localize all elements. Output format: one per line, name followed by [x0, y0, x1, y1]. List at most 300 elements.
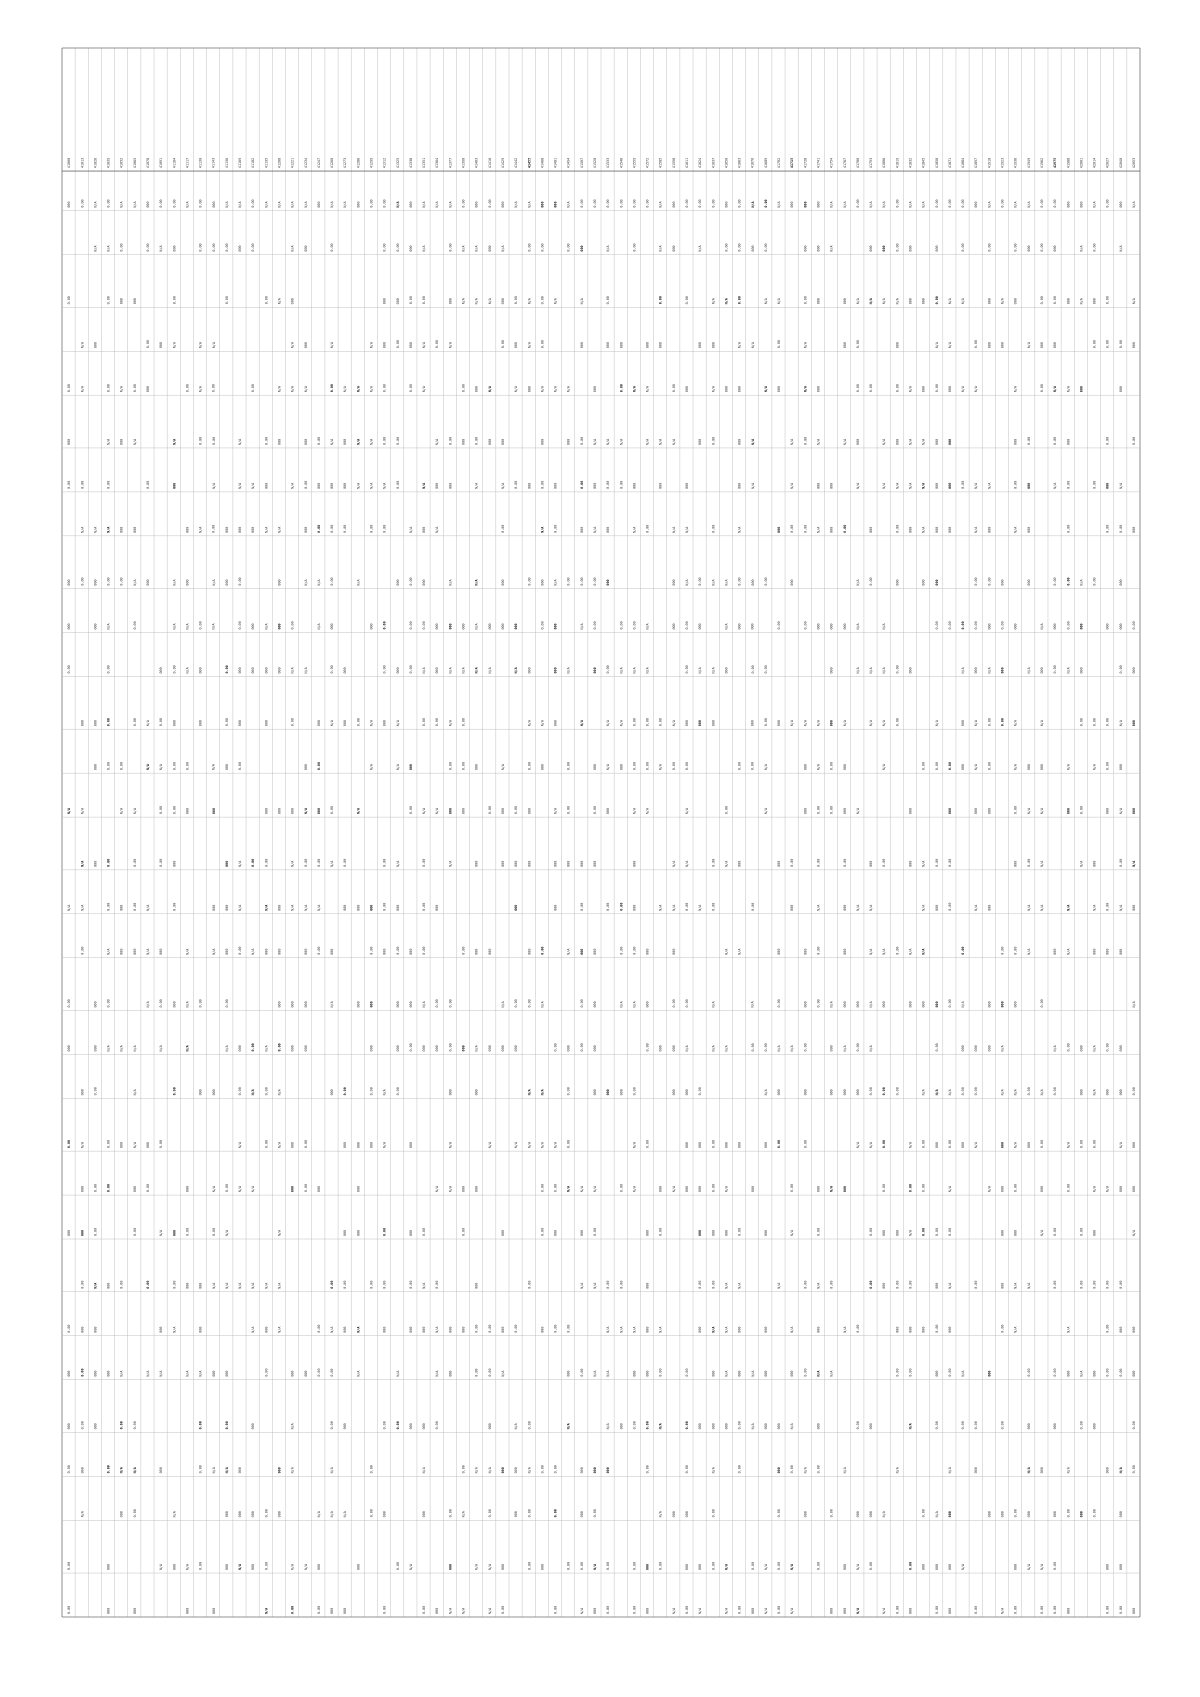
table-cell: N/A	[461, 298, 466, 305]
table-cell: 000	[132, 1185, 137, 1193]
table-cell: N/A	[934, 342, 939, 349]
table-cell: 0.00	[855, 384, 860, 393]
table-cell: N/A	[1039, 904, 1044, 911]
table-cell: N/A	[790, 1563, 795, 1571]
table-cell: N/A	[658, 201, 663, 208]
table-cell: 000	[435, 1607, 440, 1614]
table-cell: N/A	[829, 1185, 834, 1193]
table-cell: N/A	[119, 1045, 124, 1052]
table-cell: N/A	[816, 764, 821, 771]
table-cell: 0.00	[606, 902, 611, 911]
table-cell: N/A	[251, 1282, 256, 1289]
table-cell: 0.00	[961, 946, 966, 955]
row-label-cell: 41624	[698, 157, 703, 169]
table-cell: N/A	[1132, 1229, 1137, 1237]
table-cell: N/A	[264, 1282, 269, 1289]
table-cell: 000	[356, 904, 361, 911]
table-cell: 0.00	[316, 1605, 321, 1614]
table-cell: 0.00	[330, 384, 335, 393]
table-cell: 0.00	[527, 1280, 532, 1289]
table-cell: N/A	[947, 1282, 952, 1289]
table-cell: 000	[343, 1326, 348, 1333]
table-cell: 000	[934, 438, 939, 445]
table-cell: N/A	[685, 860, 690, 867]
table-cell: 0.00	[658, 1561, 663, 1571]
table-cell: 000	[422, 579, 427, 586]
table-cell: 000	[790, 904, 795, 911]
table-cell: N/A	[185, 948, 190, 955]
table-cell: N/A	[146, 1370, 151, 1377]
table-cell: N/A	[435, 438, 440, 445]
table-cell: 000	[435, 904, 440, 911]
table-cell: N/A	[698, 1607, 703, 1614]
table-cell: N/A	[750, 1001, 755, 1008]
table-cell: N/A	[67, 904, 72, 911]
table-cell: N/A	[422, 482, 427, 489]
table-cell: 000	[93, 623, 98, 630]
row-label-cell: 42027	[1105, 157, 1110, 169]
table-cell: N/A	[224, 1467, 229, 1474]
table-cell: N/A	[737, 526, 742, 533]
table-cell: 0.00	[895, 718, 900, 727]
table-cell: 0.00	[303, 1183, 308, 1193]
table-cell: 000	[908, 667, 913, 674]
table-cell: 000	[790, 1370, 795, 1377]
table-cell: N/A	[448, 720, 453, 727]
table-cell: 000	[987, 1001, 992, 1008]
table-cell: N/A	[632, 1001, 637, 1008]
table-cell: N/A	[1000, 1089, 1005, 1096]
table-cell: 000	[1066, 1370, 1071, 1377]
table-cell: 000	[1066, 201, 1071, 208]
table-cell: 0.00	[1118, 1280, 1123, 1289]
table-cell: N/A	[882, 298, 887, 305]
table-cell: 000	[606, 342, 611, 349]
table-cell: 0.00	[1013, 1509, 1018, 1518]
table-cell: N/A	[724, 298, 729, 305]
table-cell: N/A	[264, 623, 269, 630]
table-cell: 000	[540, 438, 545, 445]
row-label-cell: 41143	[211, 157, 216, 169]
table-cell: 0.00	[921, 761, 926, 771]
table-cell: N/A	[1026, 807, 1031, 815]
table-cell: 000	[316, 1185, 321, 1193]
table-cell: 000	[908, 1326, 913, 1333]
table-cell: N/A	[790, 1229, 795, 1237]
table-cell: 000	[1013, 623, 1018, 630]
table-cell: 0.00	[395, 1421, 400, 1430]
table-cell: N/A	[119, 807, 124, 815]
table-cell: N/A	[1039, 720, 1044, 727]
table-cell: 0.00	[895, 1368, 900, 1377]
table-cell: 000	[1105, 1563, 1110, 1571]
table-cell: 0.00	[829, 1280, 834, 1289]
table-cell: N/A	[1013, 764, 1018, 771]
table-cell: 000	[606, 579, 611, 586]
table-cell: 0.00	[737, 761, 742, 771]
table-cell: 000	[855, 1089, 860, 1096]
table-cell: N/A	[671, 1607, 676, 1614]
table-cell: 0.00	[934, 384, 939, 393]
table-cell: N/A	[908, 1229, 913, 1237]
table-cell: 0.00	[264, 1139, 269, 1149]
table-cell: 000	[711, 720, 716, 727]
table-cell: 0.00	[395, 946, 400, 955]
table-cell: 000	[645, 1282, 650, 1289]
table-cell: 000	[514, 1045, 519, 1052]
table-cell: 0.00	[1013, 480, 1018, 489]
table-cell: N/A	[869, 667, 874, 674]
table-cell: N/A	[540, 720, 545, 727]
table-cell: N/A	[330, 201, 335, 208]
table-cell: N/A	[238, 1282, 243, 1289]
table-cell: 0.00	[343, 858, 348, 867]
table-cell: 0.00	[895, 524, 900, 533]
table-cell: N/A	[829, 1001, 834, 1008]
table-cell: N/A	[658, 1511, 663, 1518]
table-cell: N/A	[803, 720, 808, 727]
table-cell: N/A	[724, 1282, 729, 1289]
table-cell: N/A	[763, 298, 768, 305]
table-cell: N/A	[816, 904, 821, 911]
table-cell: 0.00	[947, 621, 952, 630]
table-cell: N/A	[435, 1185, 440, 1193]
table-cell: 0.00	[382, 1227, 387, 1237]
table-cell: N/A	[790, 1045, 795, 1052]
table-cell: 0.00	[382, 524, 387, 533]
table-cell: N/A	[1092, 904, 1097, 911]
table-cell: 0.00	[382, 1605, 387, 1614]
table-cell: N/A	[422, 1282, 427, 1289]
table-cell: 000	[737, 482, 742, 489]
table-cell: 000	[290, 807, 295, 815]
table-cell: N/A	[474, 579, 479, 586]
table-cell: 000	[408, 764, 413, 771]
table-cell: 0.00	[934, 1324, 939, 1333]
table-cell: N/A	[500, 482, 505, 489]
table-cell: 0.00	[172, 805, 177, 815]
table-cell: 0.00	[132, 621, 137, 630]
table-cell: N/A	[961, 1370, 966, 1377]
table-cell: 000	[1132, 1185, 1137, 1193]
table-cell: 0.00	[645, 199, 650, 208]
table-cell: 000	[316, 1563, 321, 1571]
table-cell: 000	[356, 1185, 361, 1193]
table-cell: N/A	[159, 245, 164, 252]
table-cell: 0.00	[974, 340, 979, 349]
table-cell: N/A	[619, 1326, 624, 1333]
table-cell: N/A	[711, 1467, 716, 1474]
table-cell: 0.00	[803, 1139, 808, 1149]
table-cell: 000	[527, 386, 532, 393]
table-cell: 000	[395, 298, 400, 305]
table-cell: 000	[1000, 667, 1005, 674]
table-cell: N/A	[251, 1185, 256, 1193]
table-cell: 000	[1092, 1423, 1097, 1430]
table-cell: N/A	[474, 1563, 479, 1571]
table-cell: 000	[1066, 1607, 1071, 1614]
table-cell: N/A	[921, 860, 926, 867]
table-cell: N/A	[1013, 526, 1018, 533]
table-cell: N/A	[264, 526, 269, 533]
table-cell: N/A	[961, 1001, 966, 1008]
table-cell: N/A	[908, 1423, 913, 1430]
table-cell: 000	[422, 1326, 427, 1333]
table-cell: 0.00	[763, 718, 768, 727]
table-cell: N/A	[211, 948, 216, 955]
table-cell: 000	[1079, 1089, 1084, 1096]
table-cell: 000	[224, 904, 229, 911]
table-cell: 0.00	[934, 858, 939, 867]
table-cell: 0.00	[974, 1605, 979, 1614]
table-cell: N/A	[724, 948, 729, 955]
table-cell: 000	[369, 904, 374, 911]
table-cell: 000	[593, 860, 598, 867]
table-cell: 0.00	[106, 665, 111, 674]
table-cell: 0.00	[1092, 1139, 1097, 1149]
table-cell: N/A	[461, 1511, 466, 1518]
table-cell: N/A	[238, 438, 243, 445]
table-cell: 0.00	[461, 199, 466, 208]
table-cell: 0.00	[869, 1087, 874, 1096]
table-cell: N/A	[132, 1045, 137, 1052]
table-cell: 000	[934, 1001, 939, 1008]
table-cell: N/A	[1039, 1229, 1044, 1237]
table-cell: N/A	[146, 1001, 151, 1008]
table-cell: 000	[987, 342, 992, 349]
table-cell: 000	[343, 1229, 348, 1237]
table-cell: N/A	[1079, 1370, 1084, 1377]
table-cell: 0.00	[474, 436, 479, 445]
table-cell: 000	[146, 579, 151, 586]
table-cell: N/A	[316, 579, 321, 586]
table-cell: 0.00	[1066, 524, 1071, 533]
table-cell: 0.00	[790, 1465, 795, 1474]
table-cell: 0.00	[632, 199, 637, 208]
table-cell: N/A	[527, 1467, 532, 1474]
table-cell: 0.00	[1013, 1605, 1018, 1614]
table-cell: 000	[343, 1142, 348, 1149]
table-cell: N/A	[422, 667, 427, 674]
table-cell: 0.00	[934, 1605, 939, 1614]
table-cell: 000	[1132, 1370, 1137, 1377]
table-cell: 0.00	[408, 1280, 413, 1289]
table-cell: N/A	[330, 438, 335, 445]
table-cell: 0.00	[921, 1227, 926, 1237]
table-cell: 000	[619, 764, 624, 771]
table-cell: 0.00	[685, 199, 690, 208]
table-cell: 0.00	[698, 577, 703, 586]
table-cell: 000	[671, 1089, 676, 1096]
table-cell: 0.00	[869, 577, 874, 586]
table-cell: N/A	[816, 1282, 821, 1289]
table-cell: 000	[382, 1326, 387, 1333]
table-cell: N/A	[1092, 1185, 1097, 1193]
table-cell: 000	[132, 526, 137, 533]
table-cell: N/A	[790, 1607, 795, 1614]
table-cell: 0.00	[132, 1227, 137, 1237]
table-cell: 0.00	[1079, 1421, 1084, 1430]
table-cell: 000	[671, 948, 676, 955]
row-label-cell: 41013	[80, 157, 85, 169]
table-cell: 0.00	[961, 480, 966, 489]
table-cell: N/A	[790, 720, 795, 727]
table-cell: 0.00	[829, 1509, 834, 1518]
table-cell: 000	[566, 1370, 571, 1377]
table-cell: 000	[198, 667, 203, 674]
table-cell: 0.00	[1066, 577, 1071, 586]
table-cell: N/A	[763, 807, 768, 815]
table-cell: N/A	[303, 667, 308, 674]
table-cell: N/A	[527, 1089, 532, 1096]
table-cell: 0.00	[842, 524, 847, 533]
table-cell: 0.00	[763, 1043, 768, 1052]
table-cell: N/A	[303, 807, 308, 815]
table-cell: 0.00	[842, 858, 847, 867]
table-cell: 0.00	[277, 1043, 282, 1052]
table-cell: 000	[947, 1326, 952, 1333]
table-cell: N/A	[1066, 1142, 1071, 1149]
table-cell: N/A	[1000, 1607, 1005, 1614]
table-cell: 0.00	[1105, 436, 1110, 445]
table-cell: N/A	[921, 201, 926, 208]
table-cell: 000	[500, 1563, 505, 1571]
table-cell: 000	[934, 904, 939, 911]
table-cell: 0.00	[961, 243, 966, 252]
table-cell: 000	[1118, 386, 1123, 393]
table-cell: 0.00	[1105, 296, 1110, 305]
table-cell: N/A	[632, 1185, 637, 1193]
table-cell: 0.00	[1105, 1368, 1110, 1377]
table-cell: N/A	[514, 667, 519, 674]
table-cell: 000	[803, 948, 808, 955]
table-cell: N/A	[1066, 1326, 1071, 1333]
table-cell: N/A	[159, 764, 164, 771]
table-cell: 0.00	[579, 1368, 584, 1377]
table-cell: 000	[842, 623, 847, 630]
table-cell: N/A	[330, 860, 335, 867]
table-cell: 0.00	[422, 1605, 427, 1614]
table-cell: 0.00	[658, 718, 663, 727]
table-cell: 000	[224, 526, 229, 533]
table-cell: 0.00	[514, 805, 519, 815]
table-cell: 000	[1000, 342, 1005, 349]
table-cell: 000	[908, 860, 913, 867]
table-cell: 0.00	[987, 718, 992, 727]
row-label-cell: 41156	[224, 157, 229, 169]
table-cell: 0.00	[172, 902, 177, 911]
table-cell: N/A	[487, 298, 492, 305]
table-cell: N/A	[80, 1511, 85, 1518]
table-cell: 000	[895, 1326, 900, 1333]
row-label-cell: 41832	[908, 157, 913, 169]
table-cell: 0.00	[632, 621, 637, 630]
table-cell: 000	[422, 1045, 427, 1052]
table-cell: N/A	[395, 1370, 400, 1377]
table-cell: N/A	[422, 201, 427, 208]
table-cell: 0.00	[1013, 243, 1018, 252]
table-cell: 0.00	[487, 1324, 492, 1333]
table-cell: N/A	[159, 1229, 164, 1237]
table-cell: 0.00	[685, 621, 690, 630]
table-cell: N/A	[303, 1563, 308, 1571]
table-cell: 000	[606, 807, 611, 815]
table-cell: 0.00	[211, 243, 216, 252]
table-cell: 0.00	[934, 1421, 939, 1430]
table-cell: N/A	[369, 386, 374, 393]
table-cell: 000	[93, 1001, 98, 1008]
table-cell: 000	[606, 1089, 611, 1096]
table-cell: 000	[67, 1045, 72, 1052]
table-cell: 000	[422, 1423, 427, 1430]
table-cell: N/A	[974, 720, 979, 727]
table-cell: N/A	[895, 482, 900, 489]
table-cell: N/A	[290, 201, 295, 208]
table-cell: 0.00	[763, 243, 768, 252]
table-cell: N/A	[842, 438, 847, 445]
table-cell: 0.00	[330, 1280, 335, 1289]
table-cell: 000	[369, 623, 374, 630]
table-cell: N/A	[408, 1563, 413, 1571]
table-cell: 000	[487, 623, 492, 630]
table-cell: 000	[264, 807, 269, 815]
table-cell: 000	[803, 1089, 808, 1096]
table-cell: 000	[408, 342, 413, 349]
table-cell: N/A	[1039, 860, 1044, 867]
table-cell: 0.00	[974, 1421, 979, 1430]
table-cell: 000	[277, 807, 282, 815]
table-cell: N/A	[632, 1142, 637, 1149]
table-cell: N/A	[1118, 904, 1123, 911]
table-cell: 000	[448, 298, 453, 305]
table-cell: N/A	[185, 1045, 190, 1052]
table-cell: N/A	[685, 579, 690, 586]
table-cell: 000	[185, 526, 190, 533]
table-cell: 000	[711, 342, 716, 349]
table-cell: N/A	[698, 904, 703, 911]
table-cell: 000	[974, 807, 979, 815]
table-cell: 0.00	[816, 805, 821, 815]
table-cell: 000	[816, 298, 821, 305]
row-label-cell: 41078	[146, 157, 151, 169]
table-cell: N/A	[829, 201, 834, 208]
table-cell: 0.00	[1000, 1324, 1005, 1333]
table-cell: 000	[461, 1326, 466, 1333]
table-cell: N/A	[211, 1185, 216, 1193]
table-cell: 000	[500, 860, 505, 867]
table-cell: 0.00	[606, 1605, 611, 1614]
table-cell: 0.00	[685, 1368, 690, 1377]
row-label-cell: 41494	[566, 157, 571, 169]
table-cell: 0.00	[316, 946, 321, 955]
table-cell: 0.00	[395, 1561, 400, 1571]
table-cell: 0.00	[593, 621, 598, 630]
table-cell: 000	[1132, 1142, 1137, 1149]
table-cell: 0.00	[947, 199, 952, 208]
table-cell: 000	[395, 904, 400, 911]
table-cell: 000	[1079, 623, 1084, 630]
row-label-cell: 41442	[514, 157, 519, 169]
table-cell: 000	[987, 623, 992, 630]
table-cell: N/A	[711, 667, 716, 674]
table-cell: 0.00	[211, 436, 216, 445]
table-cell: N/A	[869, 1142, 874, 1149]
table-cell: 000	[698, 342, 703, 349]
table-cell: N/A	[658, 438, 663, 445]
table-cell: N/A	[1079, 860, 1084, 867]
table-cell: 000	[1118, 764, 1123, 771]
table-cell: N/A	[1079, 298, 1084, 305]
